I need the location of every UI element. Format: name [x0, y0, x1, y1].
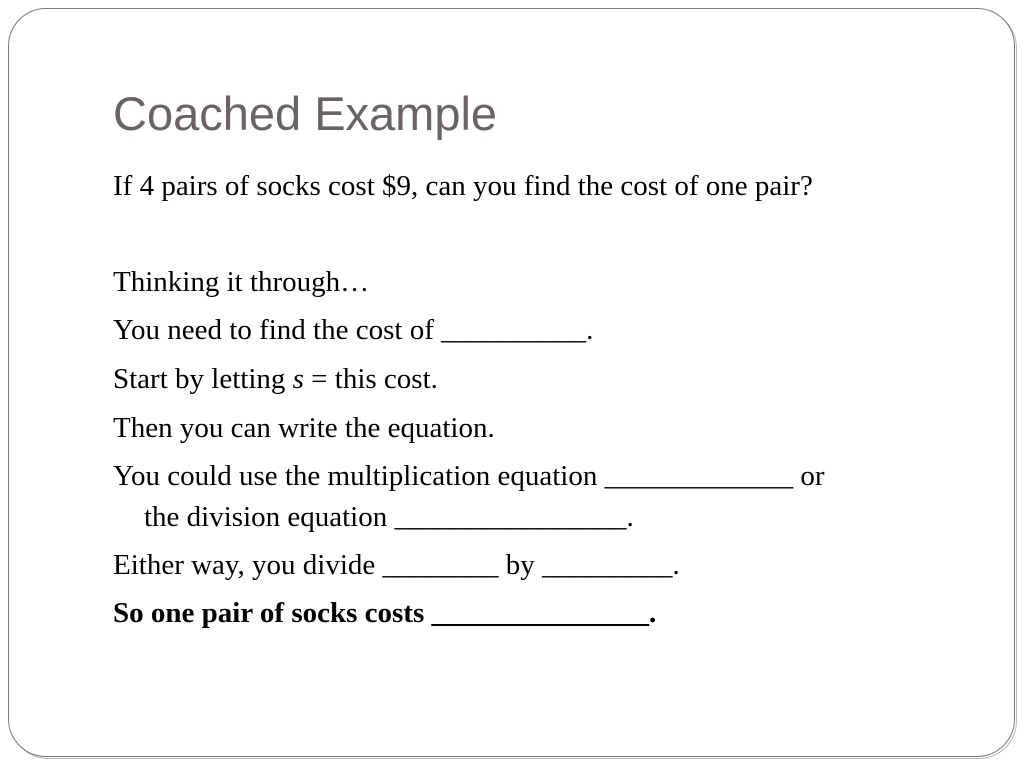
- variable-s: s: [292, 363, 304, 395]
- could-use-line-2: the division equation ________________.: [144, 501, 634, 533]
- question-text: If 4 pairs of socks cost $9, can you find the cost of one pair?: [113, 170, 813, 202]
- start-prefix: Start by letting: [113, 363, 293, 395]
- slide-title: Coached Example: [113, 87, 498, 140]
- need-to-find-line: You need to find the cost of __________.: [113, 314, 594, 346]
- start-by-letting-line: [113, 359, 438, 399]
- start-suffix: = this cost.: [303, 363, 438, 395]
- conclusion-line: So one pair of socks costs _______________.: [113, 597, 657, 629]
- could-use-line-1: You could use the multiplication equation _____________ or: [113, 460, 825, 492]
- either-way-line: Either way, you divide ________ by _________.: [113, 549, 680, 581]
- then-write-line: Then you can write the equation.: [113, 412, 495, 444]
- thinking-heading: Thinking it through…: [113, 266, 370, 298]
